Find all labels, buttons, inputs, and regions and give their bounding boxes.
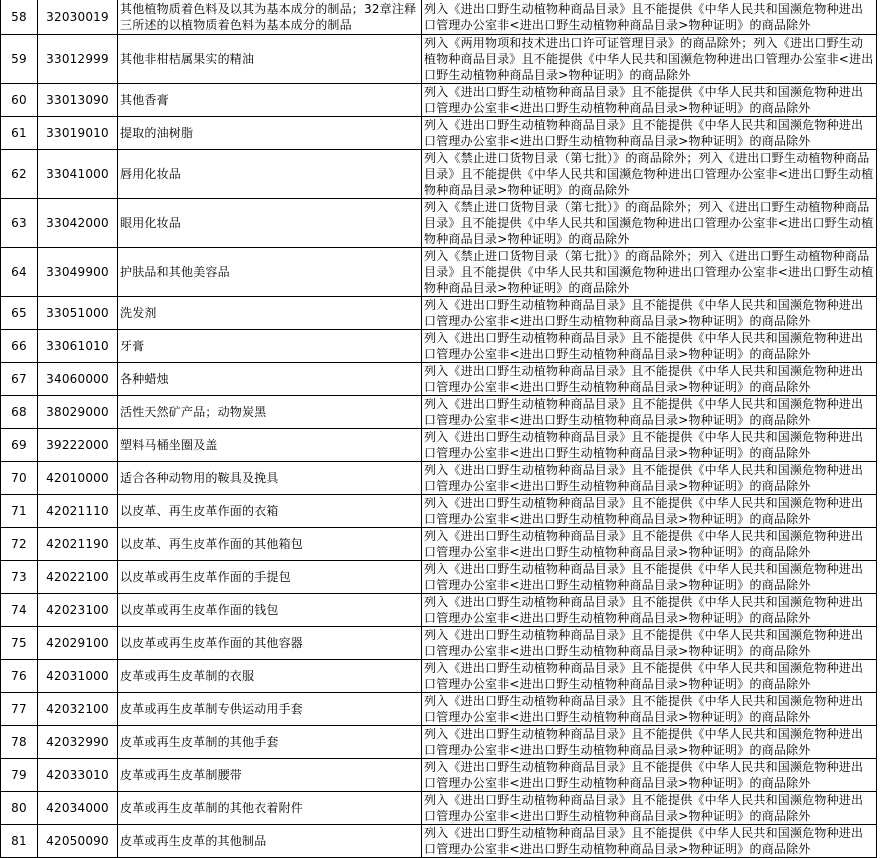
commodity-name: 以皮革或再生皮革作面的手提包 xyxy=(118,561,422,594)
commodity-code: 33013090 xyxy=(38,84,118,117)
row-number: 71 xyxy=(1,495,38,528)
commodity-name: 眼用化妆品 xyxy=(118,199,422,248)
remark: 列入《进出口野生动植物种商品目录》且不能提供《中华人民共和国濒危物种进出口管理办公室非<进出口野生动植物种商品目录>物种证明》的商品除外 xyxy=(422,429,877,462)
table-row xyxy=(1,495,877,528)
commodity-code: 33041000 xyxy=(38,150,118,199)
row-number: 73 xyxy=(1,561,38,594)
commodity-code: 42050090 xyxy=(38,825,118,858)
row-number: 58 xyxy=(1,0,38,35)
table-row xyxy=(1,528,877,561)
commodity-code: 42022100 xyxy=(38,561,118,594)
commodity-name: 以皮革、再生皮革作面的衣箱 xyxy=(118,495,422,528)
commodity-name: 各种蜡烛 xyxy=(118,363,422,396)
row-number: 81 xyxy=(1,825,38,858)
table-row xyxy=(1,693,877,726)
commodity-name: 塑料马桶坐圈及盖 xyxy=(118,429,422,462)
remark: 列入《进出口野生动植物种商品目录》且不能提供《中华人民共和国濒危物种进出口管理办公室非<进出口野生动植物种商品目录>物种证明》的商品除外 xyxy=(422,660,877,693)
commodity-name: 其他非柑桔属果实的精油 xyxy=(118,35,422,84)
row-number: 70 xyxy=(1,462,38,495)
row-number: 76 xyxy=(1,660,38,693)
commodity-name: 唇用化妆品 xyxy=(118,150,422,199)
row-number: 80 xyxy=(1,792,38,825)
commodity-name: 提取的油树脂 xyxy=(118,117,422,150)
remark: 列入《进出口野生动植物种商品目录》且不能提供《中华人民共和国濒危物种进出口管理办公室非<进出口野生动植物种商品目录>物种证明》的商品除外 xyxy=(422,330,877,363)
row-number: 61 xyxy=(1,117,38,150)
row-number: 59 xyxy=(1,35,38,84)
commodity-name: 皮革或再生皮革制腰带 xyxy=(118,759,422,792)
row-number: 60 xyxy=(1,84,38,117)
commodity-name: 牙膏 xyxy=(118,330,422,363)
commodity-code: 42031000 xyxy=(38,660,118,693)
remark: 列入《进出口野生动植物种商品目录》且不能提供《中华人民共和国濒危物种进出口管理办公室非<进出口野生动植物种商品目录>物种证明》的商品除外 xyxy=(422,825,877,858)
row-number: 78 xyxy=(1,726,38,759)
commodity-code: 34060000 xyxy=(38,363,118,396)
remark: 列入《进出口野生动植物种商品目录》且不能提供《中华人民共和国濒危物种进出口管理办公室非<进出口野生动植物种商品目录>物种证明》的商品除外 xyxy=(422,627,877,660)
commodity-name: 其他植物质着色料及以其为基本成分的制品；32章注释三所述的以植物质着色料为基本成分的制品 xyxy=(118,0,422,35)
commodity-name: 以皮革或再生皮革作面的钱包 xyxy=(118,594,422,627)
commodity-name: 其他香膏 xyxy=(118,84,422,117)
commodity-name: 活性天然矿产品；动物炭黑 xyxy=(118,396,422,429)
table-row xyxy=(1,627,877,660)
remark: 列入《进出口野生动植物种商品目录》且不能提供《中华人民共和国濒危物种进出口管理办公室非<进出口野生动植物种商品目录>物种证明》的商品除外 xyxy=(422,462,877,495)
row-number: 62 xyxy=(1,150,38,199)
row-number: 64 xyxy=(1,248,38,297)
commodity-code: 42033010 xyxy=(38,759,118,792)
table-row xyxy=(1,363,877,396)
commodity-code: 32030019 xyxy=(38,0,118,35)
table-row xyxy=(1,759,877,792)
table-row xyxy=(1,330,877,363)
table-row xyxy=(1,117,877,150)
row-number: 66 xyxy=(1,330,38,363)
row-number: 65 xyxy=(1,297,38,330)
commodity-code: 42034000 xyxy=(38,792,118,825)
row-number: 72 xyxy=(1,528,38,561)
row-number: 68 xyxy=(1,396,38,429)
remark: 列入《进出口野生动植物种商品目录》且不能提供《中华人民共和国濒危物种进出口管理办公室非<进出口野生动植物种商品目录>物种证明》的商品除外 xyxy=(422,594,877,627)
row-number: 79 xyxy=(1,759,38,792)
table-row xyxy=(1,825,877,858)
row-number: 77 xyxy=(1,693,38,726)
commodity-code: 42010000 xyxy=(38,462,118,495)
commodity-code: 33049900 xyxy=(38,248,118,297)
commodity-name: 皮革或再生皮革制专供运动用手套 xyxy=(118,693,422,726)
table-row xyxy=(1,0,877,35)
commodity-code: 42021190 xyxy=(38,528,118,561)
table-row xyxy=(1,429,877,462)
table-row xyxy=(1,462,877,495)
commodity-code: 33012999 xyxy=(38,35,118,84)
remark: 列入《禁止进口货物目录（第七批）》的商品除外；列入《进出口野生动植物种商品目录》且不能提供《中华人民共和国濒危物种进出口管理办公室非<进出口野生动植物种商品目录>物种证明》的商品除外 xyxy=(422,199,877,248)
table-row xyxy=(1,150,877,199)
remark: 列入《进出口野生动植物种商品目录》且不能提供《中华人民共和国濒危物种进出口管理办公室非<进出口野生动植物种商品目录>物种证明》的商品除外 xyxy=(422,759,877,792)
remark: 列入《进出口野生动植物种商品目录》且不能提供《中华人民共和国濒危物种进出口管理办公室非<进出口野生动植物种商品目录>物种证明》的商品除外 xyxy=(422,396,877,429)
remark: 列入《进出口野生动植物种商品目录》且不能提供《中华人民共和国濒危物种进出口管理办公室非<进出口野生动植物种商品目录>物种证明》的商品除外 xyxy=(422,363,877,396)
table-body xyxy=(1,0,877,858)
commodity-name: 皮革或再生皮革的其他制品 xyxy=(118,825,422,858)
table-row xyxy=(1,660,877,693)
commodity-code: 42021110 xyxy=(38,495,118,528)
table-row xyxy=(1,561,877,594)
remark: 列入《进出口野生动植物种商品目录》且不能提供《中华人民共和国濒危物种进出口管理办公室非<进出口野生动植物种商品目录>物种证明》的商品除外 xyxy=(422,495,877,528)
table-row xyxy=(1,199,877,248)
commodity-code: 42032990 xyxy=(38,726,118,759)
commodity-code: 38029000 xyxy=(38,396,118,429)
commodity-code: 33042000 xyxy=(38,199,118,248)
remark: 列入《进出口野生动植物种商品目录》且不能提供《中华人民共和国濒危物种进出口管理办公室非<进出口野生动植物种商品目录>物种证明》的商品除外 xyxy=(422,117,877,150)
commodity-code: 42032100 xyxy=(38,693,118,726)
table-row xyxy=(1,84,877,117)
commodity-code: 42029100 xyxy=(38,627,118,660)
remark: 列入《两用物项和技术进出口许可证管理目录》的商品除外；列入《进出口野生动植物种商品目录》且不能提供《中华人民共和国濒危物种进出口管理办公室非<进出口野生动植物种商品目录>物种证明》的商品除外 xyxy=(422,35,877,84)
table-row xyxy=(1,726,877,759)
remark: 列入《进出口野生动植物种商品目录》且不能提供《中华人民共和国濒危物种进出口管理办公室非<进出口野生动植物种商品目录>物种证明》的商品除外 xyxy=(422,297,877,330)
remark: 列入《进出口野生动植物种商品目录》且不能提供《中华人民共和国濒危物种进出口管理办公室非<进出口野生动植物种商品目录>物种证明》的商品除外 xyxy=(422,693,877,726)
remark: 列入《进出口野生动植物种商品目录》且不能提供《中华人民共和国濒危物种进出口管理办公室非<进出口野生动植物种商品目录>物种证明》的商品除外 xyxy=(422,561,877,594)
table-row xyxy=(1,297,877,330)
remark: 列入《进出口野生动植物种商品目录》且不能提供《中华人民共和国濒危物种进出口管理办公室非<进出口野生动植物种商品目录>物种证明》的商品除外 xyxy=(422,528,877,561)
commodity-name: 皮革或再生皮革制的衣服 xyxy=(118,660,422,693)
commodity-code: 33019010 xyxy=(38,117,118,150)
remark: 列入《进出口野生动植物种商品目录》且不能提供《中华人民共和国濒危物种进出口管理办公室非<进出口野生动植物种商品目录>物种证明》的商品除外 xyxy=(422,792,877,825)
commodity-code: 39222000 xyxy=(38,429,118,462)
commodity-name: 以皮革、再生皮革作面的其他箱包 xyxy=(118,528,422,561)
row-number: 69 xyxy=(1,429,38,462)
remark: 列入《禁止进口货物目录（第七批）》的商品除外；列入《进出口野生动植物种商品目录》且不能提供《中华人民共和国濒危物种进出口管理办公室非<进出口野生动植物种商品目录>物种证明》的商品除外 xyxy=(422,150,877,199)
commodity-name: 皮革或再生皮革制的其他手套 xyxy=(118,726,422,759)
commodity-code: 42023100 xyxy=(38,594,118,627)
table-row xyxy=(1,396,877,429)
remark: 列入《禁止进口货物目录（第七批）》的商品除外；列入《进出口野生动植物种商品目录》且不能提供《中华人民共和国濒危物种进出口管理办公室非<进出口野生动植物种商品目录>物种证明》的商品除外 xyxy=(422,248,877,297)
table-row xyxy=(1,248,877,297)
table-row xyxy=(1,594,877,627)
row-number: 63 xyxy=(1,199,38,248)
commodity-code: 33051000 xyxy=(38,297,118,330)
commodity-name: 皮革或再生皮革制的其他衣着附件 xyxy=(118,792,422,825)
commodity-name: 洗发剂 xyxy=(118,297,422,330)
commodity-code: 33061010 xyxy=(38,330,118,363)
remark: 列入《进出口野生动植物种商品目录》且不能提供《中华人民共和国濒危物种进出口管理办公室非<进出口野生动植物种商品目录>物种证明》的商品除外 xyxy=(422,0,877,35)
table-row xyxy=(1,35,877,84)
row-number: 67 xyxy=(1,363,38,396)
row-number: 75 xyxy=(1,627,38,660)
commodity-name: 以皮革或再生皮革作面的其他容器 xyxy=(118,627,422,660)
commodity-name: 适合各种动物用的鞍具及挽具 xyxy=(118,462,422,495)
table-row xyxy=(1,792,877,825)
commodity-name: 护肤品和其他美容品 xyxy=(118,248,422,297)
row-number: 74 xyxy=(1,594,38,627)
remark: 列入《进出口野生动植物种商品目录》且不能提供《中华人民共和国濒危物种进出口管理办公室非<进出口野生动植物种商品目录>物种证明》的商品除外 xyxy=(422,726,877,759)
remark: 列入《进出口野生动植物种商品目录》且不能提供《中华人民共和国濒危物种进出口管理办公室非<进出口野生动植物种商品目录>物种证明》的商品除外 xyxy=(422,84,877,117)
